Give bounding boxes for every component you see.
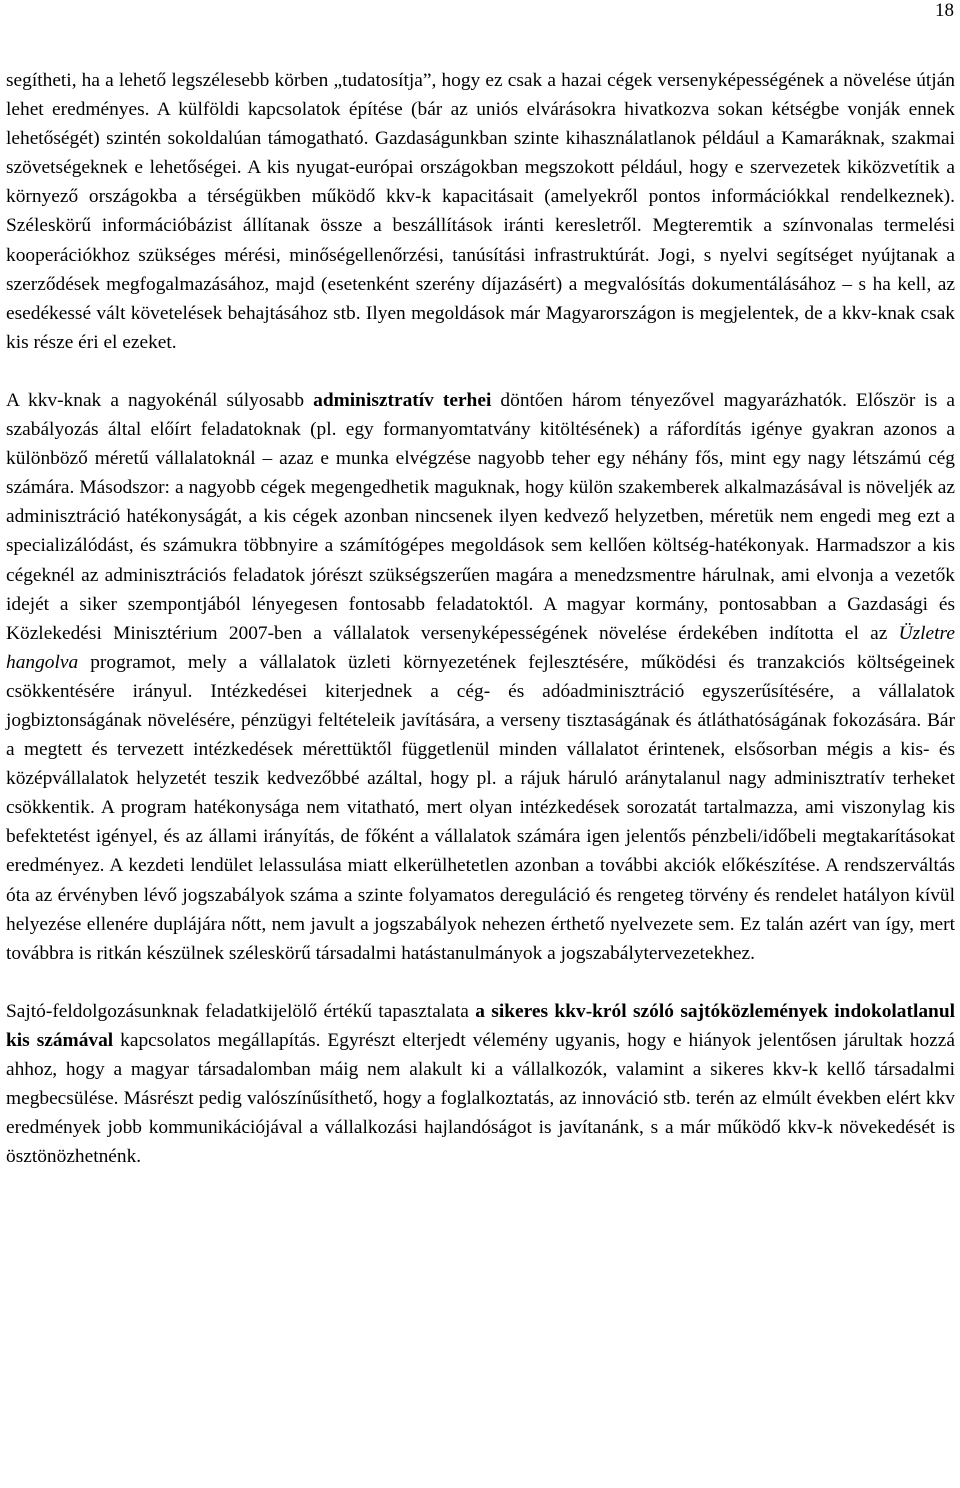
paragraph-spacer [6, 968, 955, 997]
paragraph-adminisztrativ-terhek [6, 386, 955, 968]
body-text [6, 66, 955, 1171]
bold-phrase: a sikeres kkv-król szóló sajtóközlemények indokolatlanul kis számával [6, 1000, 955, 1051]
page-number: 18 [935, 0, 954, 21]
text-run: kapcsolatos megállapítás. Egyrészt elterjedt vélemény ugyanis, hogy e hiányok jelentősen járultak hozzá ahhoz, hogy a magyar társadalomban máig nem alakult ki a vállalkozók, valamint a sikeres kkv-k kellő társadalmi megbecsülése. Másrészt pedig valószínűsíthető, hogy a foglalkoztatás, az innováció stb. terén az elmúlt években elért kkv eredmények jobb kommunikációjával a vállalkozási hajlandóságot is javítanánk, s a már működő kkv-k növekedését is ösztönözhetnénk. [6, 1029, 955, 1168]
text-run: A kis nyugat-európai országokban megszokott például, hogy e szervezetek kiközvetítik a környező országokba a térségükben működő kkv-k kapacitásait (amelyekről pontos információkkal rendelkeznek). Széleskörű információbázist állítanak össze a beszállítások iránti keresletről. Megteremtik a színvonalas termelési kooperációkhoz szükséges mérési, minőségellenőrzési, tanúsítási infrastruktúrát. Jogi, s nyelvi segítséget nyújtanak a szerződések megfogalmazásához, majd (esetenként szerény díjazásért) a megvalósítás dokumentálásához – s ha kell, az esedékessé vált követelések behajtásához stb. Ilyen megoldások már Magyarországon is megjelentek, de a kkv-knak csak kis része éri el ezeket. [6, 157, 955, 353]
text-run: döntően három tényezővel magyarázhatók. Először is a szabályozás által előírt feladatoknak (pl. egy formanyomtatvány kitöltésének) a ráfordítás igénye gyakran azonos a különböző méretű vállalatoknál – azaz e munka elvégzése nagyobb teher egy néhány fős, mint egy nagy létszámú cég számára. Másodszor: a nagyobb cégek megengedhetik maguknak, hogy külön szakemberek alkalmazásával is növeljék az adminisztráció hatékonyságát, a kis cégek azonban nincsenek ilyen kedvező helyzetben, méretük nem engedi meg ezt a specializálódást, és számukra többnyire a számítógépes megoldások sem kellően költség-hatékonyak. Harmadszor a kis cégeknél az adminisztrációs feladatok jórészt szükségszerűen magára a menedzsmentre hárulnak, ami elvonja a vezetők idejét a siker szempontjából lényegesen fontosabb feladatoktól. A magyar kormány, pontosabban a Gazdasági és Közlekedési Minisztérium 2007-ben a vállalatok versenyképességének növelése érdekében indította el az [6, 389, 955, 644]
text-run: A kkv-knak a nagyokénál súlyosabb [6, 389, 314, 411]
paragraph-sajtokozlemenyek [6, 997, 955, 1172]
text-run: segítheti, ha a lehető legszélesebb körben „tudatosítja”, hogy ez csak a hazai cégek versenyképességének a növelése útján lehet eredményes. [6, 70, 955, 121]
text-run: Sajtó-feldolgozásunknak feladatkijelölő értékű tapasztalata [6, 1000, 476, 1022]
paragraph-spacer [6, 357, 955, 386]
bold-phrase: adminisztratív terhei [313, 389, 492, 411]
paragraph-kapcsolatok [6, 66, 955, 357]
italic-program-name: Üzletre hangolva [6, 622, 955, 673]
text-run: programot, mely a vállalatok üzleti környezetének fejlesztésére, működési és tranzakciós költségeinek csökkentésére irányul. Intézkedései kiterjednek a cég- és adóadminisztráció egyszerűsítésére, a vállalatok jogbiztonságának növelésére, pénzügyi feltételeik javítására, a verseny tisztaságának és átláthatóságának fokozására. Bár a megtett és tervezett intézkedések mérettüktől függetlenül minden vállalatot érintenek, elsősorban mégis a kis- és középvállalatok helyzetét teszik kedvezőbbé azáltal, hogy pl. a rájuk háruló aránytalanul nagy adminisztratív terheket csökkentik. A program hatékonysága nem vitatható, mert olyan intézkedések sorozatát tartalmazza, ami viszonylag kis befektetést igényel, és az állami irányítás, de főként a vállalatok számára igen jelentős pénzbeli/időbeli megtakarításokat eredményez. A kezdeti lendület lelassulása miatt elkerülhetetlen azonban a további akciók előkészítése. A rendszerváltás óta az érvényben lévő jogszabályok száma a szinte folyamatos dereguláció és rengeteg törvény és rendelet hatályon kívül helyezése ellenére duplájára nőtt, nem javult a jogszabályok nehezen érthető nyelvezete sem. Ez talán azért van így, mert továbbra is ritkán készülnek széleskörű társadalmi hatástanulmányok a jogszabálytervezetekhez. [6, 651, 955, 964]
text-run: A külföldi kapcsolatok építése (bár az uniós elvárásokra hivatkozva sokan kétségbe vonják ennek lehetőségét) szintén sokoldalúan támogatható. Gazdaságunkban szinte kihasználatlanok például a Kamaráknak, szakmai szövetségeknek e lehetőségei. [6, 99, 955, 179]
